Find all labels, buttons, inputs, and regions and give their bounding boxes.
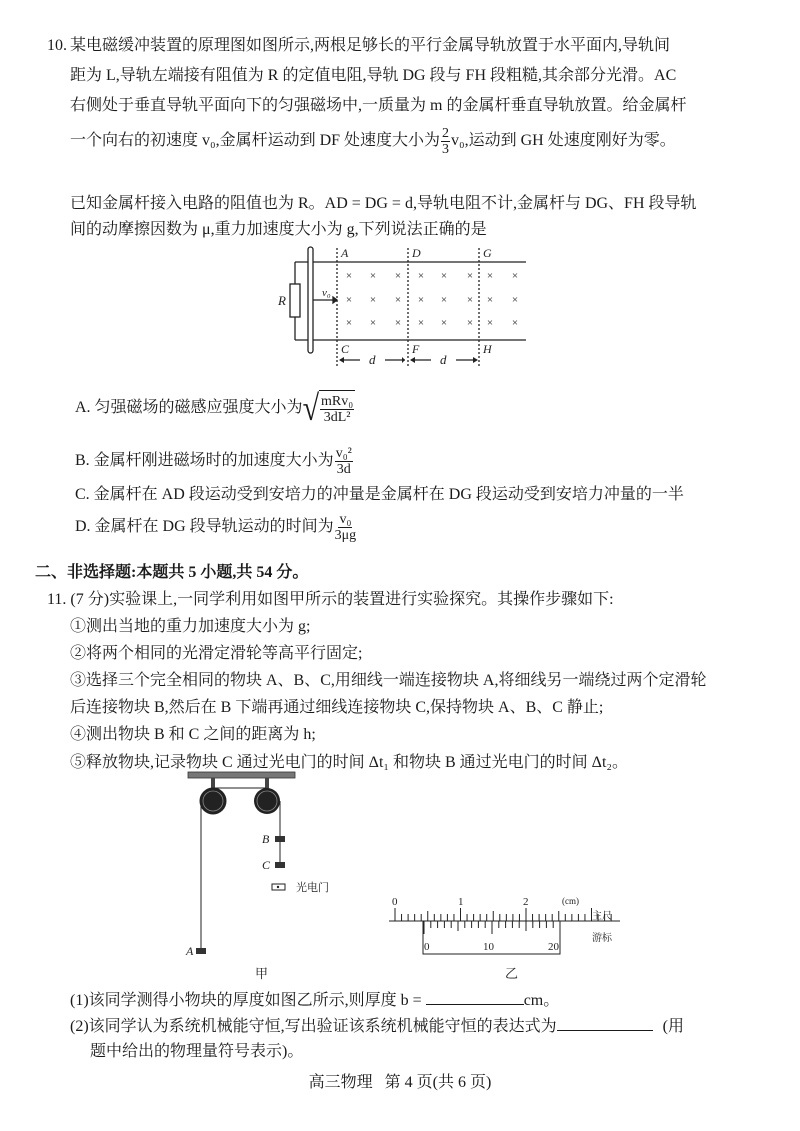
field-cross-icon: × — [345, 317, 353, 329]
field-cross-icon: × — [466, 317, 474, 329]
answer-blank[interactable] — [426, 990, 524, 1005]
vernier-name: 游标 — [592, 933, 612, 944]
main-scale-label: 0 — [392, 896, 398, 908]
field-cross-icon: × — [369, 270, 377, 282]
step: ④测出物块 B 和 C 之间的距离为 h; — [70, 726, 316, 743]
page-footer: 高三物理 第 4 页(共 6 页) — [308, 1074, 492, 1091]
denominator: 3 — [442, 142, 450, 157]
main-scale-name: 主尺 — [592, 911, 612, 922]
question-text-line: 某电磁缓冲装置的原理图如图所示,两根足够长的平行金属导轨放置于水平面内,导轨间 — [70, 37, 671, 54]
step: ③选择三个完全相同的物块 A、B、C,用细线一端连接物块 A,将细线另一端绕过两个定滑轮 — [70, 672, 707, 689]
numerator: 2 — [442, 126, 450, 141]
field-cross-icon: × — [394, 294, 402, 306]
distance-label: d — [369, 352, 376, 367]
text: v₀,运动到 GH 处速度刚好为零。 — [451, 132, 676, 150]
field-cross-icon: × — [369, 294, 377, 306]
distance-label: d — [440, 352, 447, 367]
answer-blank[interactable] — [557, 1016, 653, 1031]
field-cross-icon: × — [440, 270, 448, 282]
block-c-label: C — [262, 858, 271, 872]
numerator: v₀ — [339, 511, 352, 527]
question-text-line: 间的动摩擦因数为 μ,重力加速度大小为 g,下列说法正确的是 — [70, 221, 487, 238]
block-a-label: A — [186, 944, 194, 958]
sqrt-expression: √ $\frac{\text{mRv₀}}{\text{3dL²}}$ — [302, 388, 354, 428]
text: 一个向右的初速度 v₀,金属杆运动到 DF 处速度大小为 — [70, 132, 441, 150]
velocity-label: v₀ — [322, 287, 331, 299]
denominator: 3μg — [334, 527, 357, 543]
field-cross-icon: × — [417, 294, 425, 306]
field-cross-icon: × — [486, 270, 494, 282]
question-intro: 11. (7 分)实验课上,一同学利用如图甲所示的装置进行实验探究。其操作步骤如下: — [47, 591, 614, 608]
field-cross-icon: × — [511, 270, 519, 282]
text: (1)该同学测得小物块的厚度如图乙所示,则厚度 b = — [70, 992, 422, 1009]
label-d: D — [412, 246, 421, 260]
main-scale-label: 2 — [523, 896, 529, 908]
field-cross-icon: × — [511, 294, 519, 306]
field-cross-icon: × — [394, 317, 402, 329]
subquestion-2-cont: 题中给出的物理量符号表示)。 — [90, 1043, 304, 1060]
unit-label: (cm) — [562, 896, 579, 906]
label-a: A — [341, 246, 349, 260]
field-cross-icon: × — [440, 294, 448, 306]
photogate-label: 光电门 — [296, 882, 329, 894]
field-cross-icon: × — [486, 294, 494, 306]
question-text-line: 已知金属杆接入电路的阻值也为 R。AD = DG = d,导轨电阻不计,金属杆与 DG、FH 段导轨 — [70, 195, 697, 212]
denominator: 3d — [336, 461, 351, 477]
option-text: D. 金属杆在 DG 段导轨运动的时间为 — [75, 518, 334, 535]
subquestion-1 — [70, 990, 559, 1011]
numerator: v₀² — [335, 445, 352, 461]
question-text-line: 距为 L,导轨左端接有阻值为 R 的定值电阻,导轨 DG 段与 FH 段粗糙,其余部分光滑。AC — [70, 67, 677, 84]
step: ⑤释放物块,记录物块 C 通过光电门的时间 Δt₁ 和物块 B 通过光电门的时间 Δt₂。 — [70, 754, 628, 771]
field-cross-icon: × — [466, 294, 474, 306]
option-text: A. 匀强磁场的磁感应强度大小为 — [75, 399, 303, 417]
field-cross-icon: × — [440, 317, 448, 329]
label-f: F — [412, 342, 420, 356]
vernier-label: 0 — [424, 941, 430, 953]
vernier-label: 10 — [483, 941, 494, 953]
text: (2)该同学认为系统机械能守恒,写出验证该系统机械能守恒的表达式为 — [70, 1018, 557, 1035]
field-cross-icon: × — [345, 294, 353, 306]
step: ①测出当地的重力加速度大小为 g; — [70, 618, 311, 635]
field-cross-icon: × — [417, 270, 425, 282]
question-number: 10. — [47, 37, 67, 54]
label-h: H — [483, 342, 492, 356]
field-cross-icon: × — [369, 317, 377, 329]
text: (用 — [662, 1018, 685, 1035]
label-c: C — [341, 342, 350, 356]
denominator: 3dL² — [323, 409, 351, 425]
vernier-label: 20 — [548, 941, 559, 953]
step: ②将两个相同的光滑定滑轮等高平行固定; — [70, 645, 363, 662]
figure-caption-yi: 乙 — [505, 966, 519, 981]
text: cm。 — [523, 992, 560, 1009]
option-text: B. 金属杆刚进磁场时的加速度大小为 — [75, 452, 334, 469]
resistor-label: R — [278, 293, 286, 308]
section-heading: 二、非选择题:本题共 5 小题,共 54 分。 — [35, 564, 309, 581]
field-cross-icon: × — [394, 270, 402, 282]
field-cross-icon: × — [466, 270, 474, 282]
field-cross-icon: × — [486, 317, 494, 329]
question-text-line: 右侧处于垂直导轨平面向下的匀强磁场中,一质量为 m 的金属杆垂直导轨放置。给金属杆 — [70, 97, 687, 114]
option-c[interactable]: C. 金属杆在 AD 段运动受到安培力的冲量是金属杆在 DG 段运动受到安培力冲量的一半 — [75, 486, 684, 503]
main-scale-label: 1 — [458, 896, 464, 908]
figure-caption-jia: 甲 — [255, 966, 269, 981]
field-cross-icon: × — [417, 317, 425, 329]
numerator: mRv₀ — [321, 393, 354, 409]
block-b-label: B — [262, 832, 270, 846]
field-cross-icon: × — [345, 270, 353, 282]
subquestion-2 — [70, 1016, 684, 1037]
label-g: G — [483, 246, 492, 260]
step: 后连接物块 B,然后在 B 下端再通过细线连接物块 C,保持物块 A、B、C 静止; — [70, 699, 604, 716]
field-cross-icon: × — [511, 317, 519, 329]
